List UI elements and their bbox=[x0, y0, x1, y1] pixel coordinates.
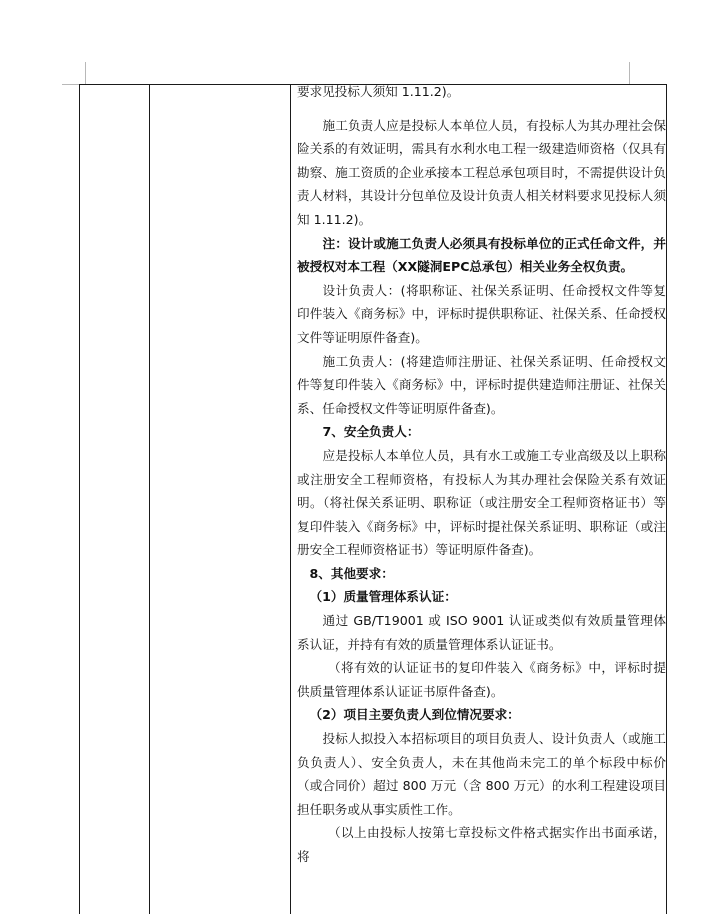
paragraph-commitment: （以上由投标人按第七章投标文件格式据实作出书面承诺，将 bbox=[297, 825, 666, 864]
paragraph-key-personnel: 投标人拟投入本招标项目的项目负责人、设计负责人（或施工负负责人）、安全负责人，未在其他尚未完工的单个标段中标价（或合同价）超过 800 万元（含 800 万元）的水利工程建设项目担任职务或从事实质性工作。 bbox=[297, 731, 666, 817]
table-left-border bbox=[79, 84, 80, 914]
paragraph-continuation: 要求见投标人须知 1.11.2)。 bbox=[297, 84, 460, 99]
paragraph-construction-manager-docs: 施工负责人：(将建造师注册证、社保关系证明、任命授权文件等复印件装入《商务标》中，评标时提供建造师注册证、社保关系、任命授权文件等证明原件备查)。 bbox=[297, 353, 666, 416]
paragraph-construction-manager: 施工负责人应是投标人本单位人员，有投标人为其办理社会保险关系的有效证明，需具有水利水电工程一级建造师资格（仅具有勘察、施工资质的企业承接本工程总承包项目时，不需提供设计负责人材料，其设计分包单位及设计负责人相关材料要求见投标人须知 1.11.2)。 bbox=[297, 117, 666, 227]
heading-safety-manager: 7、安全负责人： bbox=[322, 424, 420, 440]
paragraph-quality-certificate-docs: （将有效的认证证书的复印件装入《商务标》中，评标时提供质量管理体系认证证书原件备查)。 bbox=[297, 660, 666, 699]
paragraph-note-appointment: 注：设计或施工负责人必须具有投标单位的正式任命文件，并被授权对本工程（XX隧洞EPC总承包）相关业务全权负责。 bbox=[297, 235, 666, 275]
paragraph-quality-certification: 通过 GB/T19001 或 ISO 9001 认证或类似有效质量管理体系认证，并持有有效的质量管理体系认证证书。 bbox=[297, 613, 666, 652]
heading-quality-certification: （1）质量管理体系认证： bbox=[309, 589, 457, 605]
heading-key-personnel: （2）项目主要负责人到位情况要求： bbox=[309, 707, 520, 723]
table-column-divider-2 bbox=[290, 84, 291, 914]
table-right-border bbox=[666, 84, 667, 914]
paragraph-safety-manager: 应是投标人本单位人员，具有水工或施工专业高级及以上职称或注册安全工程师资格，有投标人为其办理社会保险关系有效证明。（将社保关系证明、职称证（或注册安全工程师资格证书）等复印件装入《商务标》中，评标时提社保关系证明、职称证（或注册安全工程师资格证书）等证明原件备查)。 bbox=[297, 447, 666, 558]
paragraph-design-manager-docs: 设计负责人：(将职称证、社保关系证明、任命授权文件等复印件装入《商务标》中，评标时提供职称证、社保关系、任命授权文件等证明原件备查)。 bbox=[297, 282, 666, 345]
table-column-divider-1 bbox=[149, 84, 150, 914]
heading-other-requirements: 8、其他要求： bbox=[309, 565, 394, 581]
crop-mark-top-left-vertical bbox=[85, 62, 86, 85]
requirements-cell-content bbox=[297, 80, 666, 869]
